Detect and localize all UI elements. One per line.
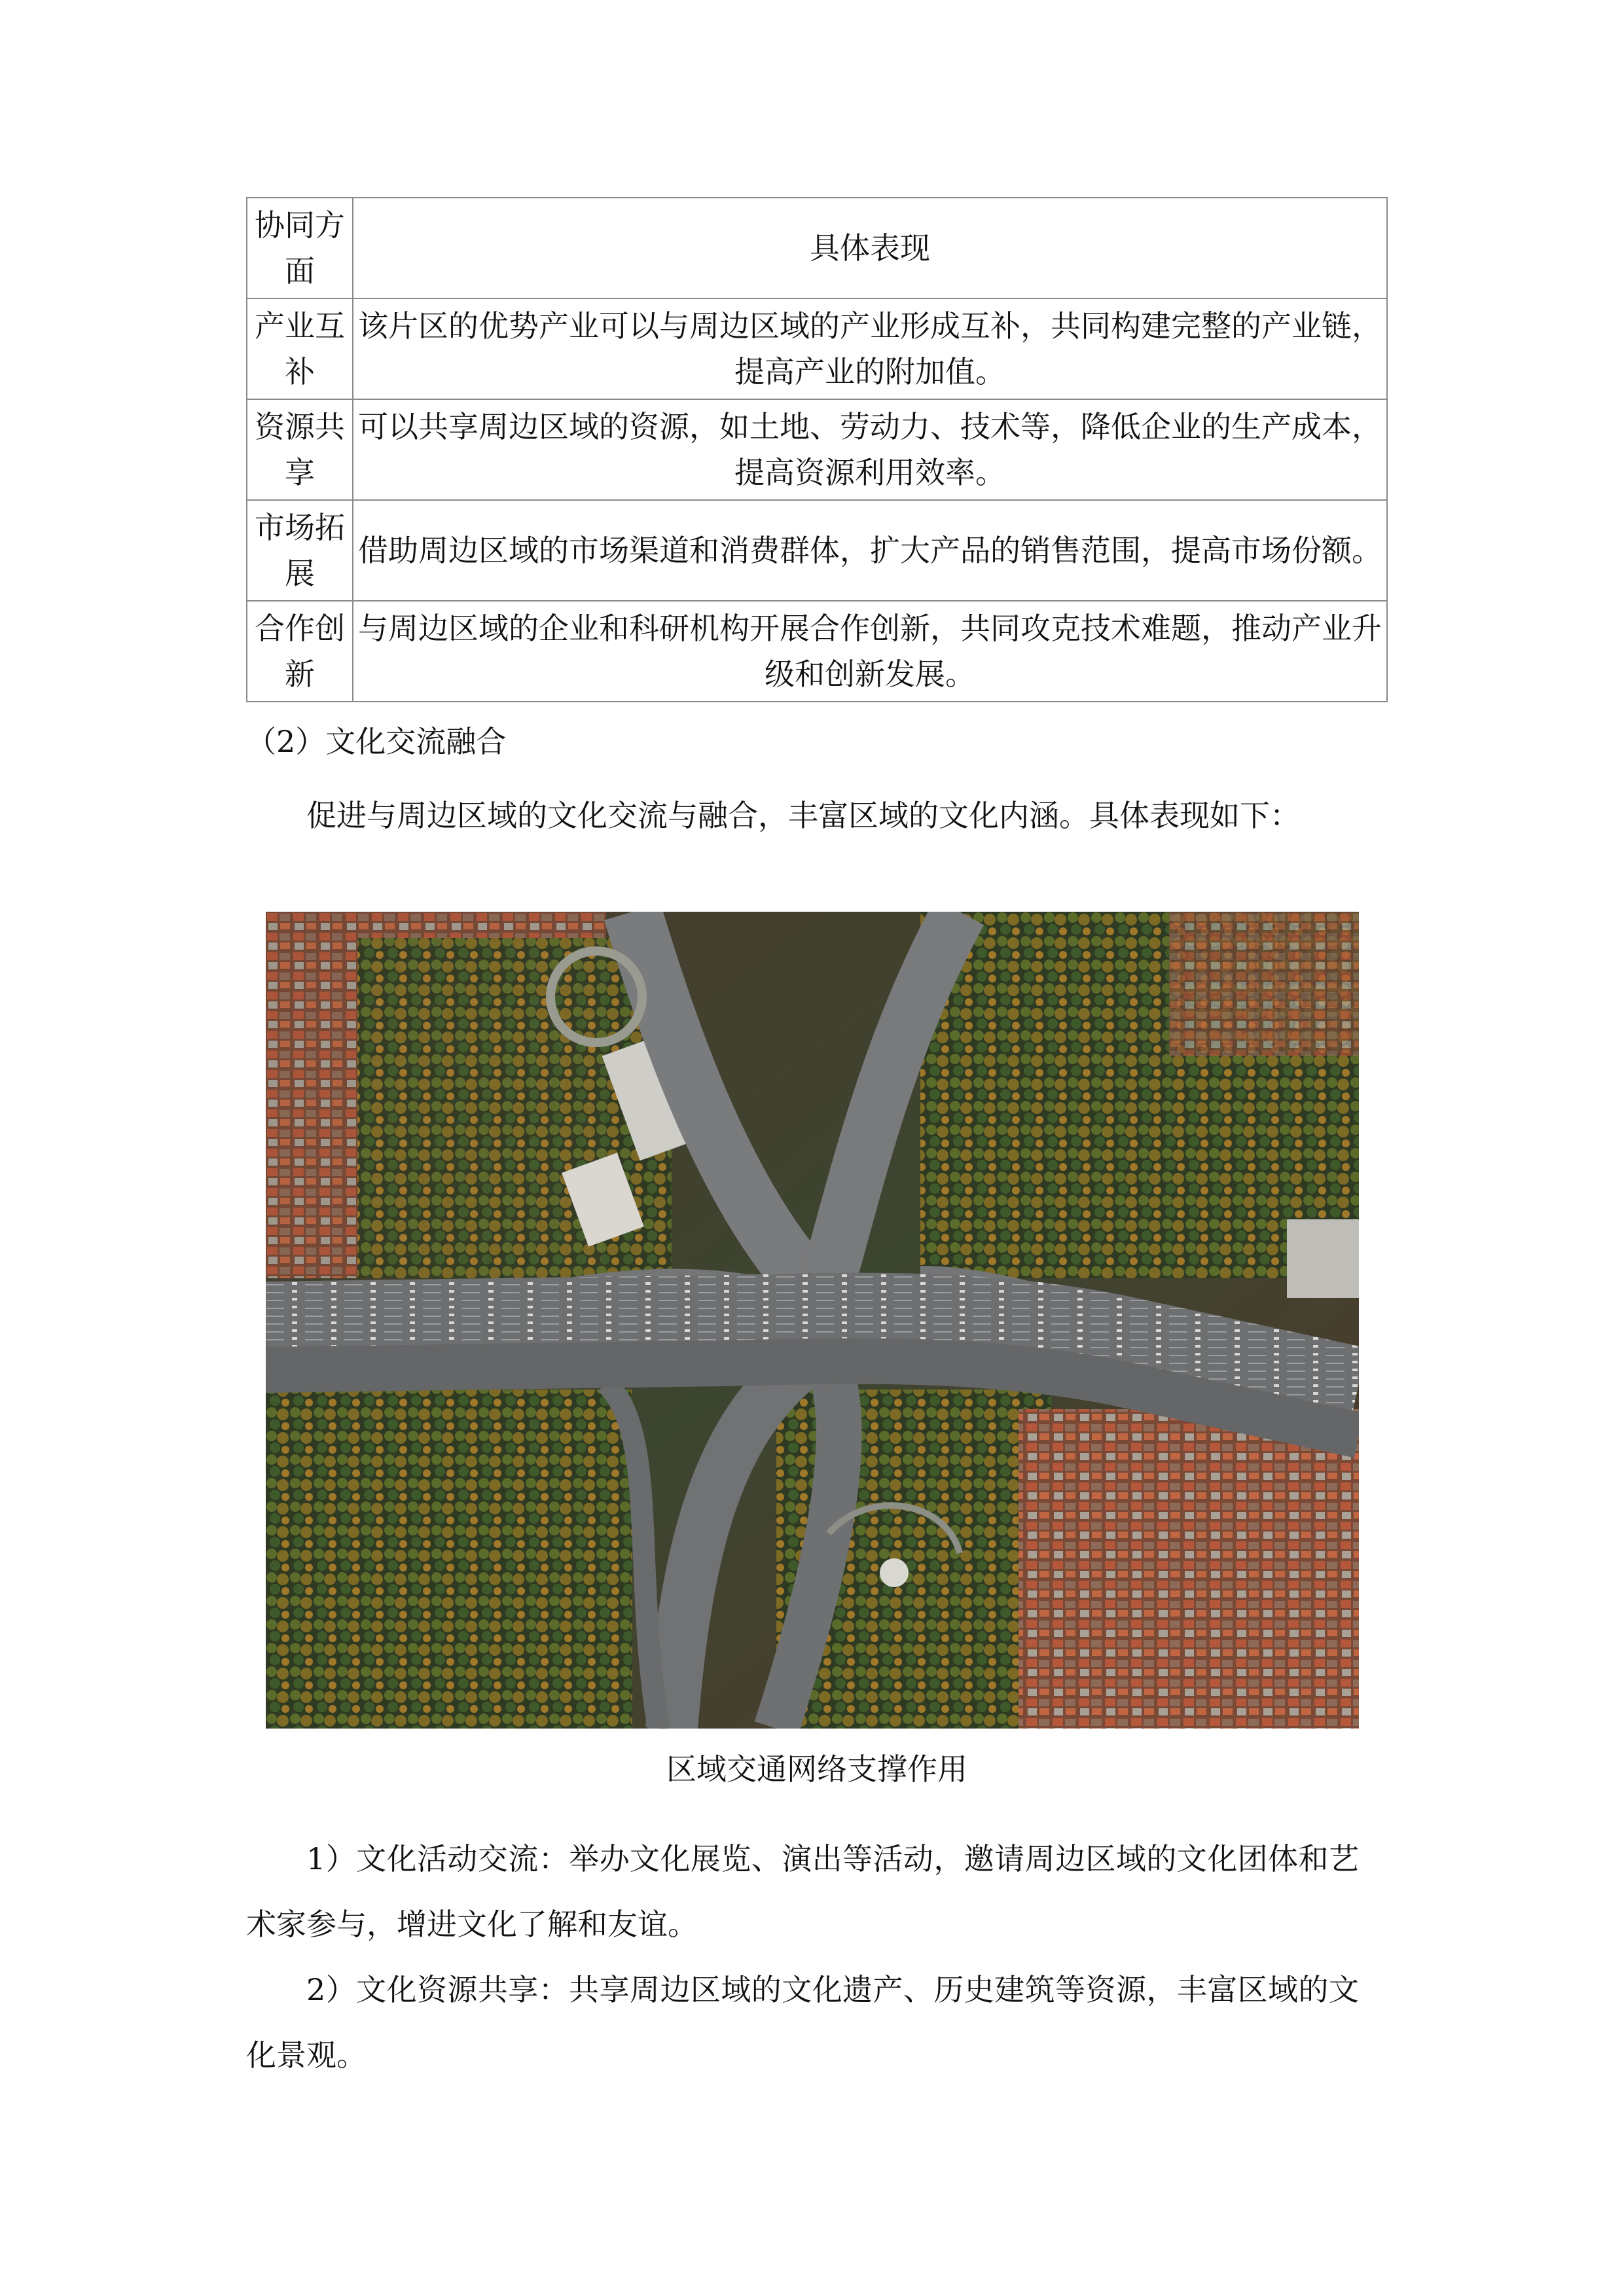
header-aspect: 协同方面 (247, 198, 353, 298)
row-detail: 借助周边区域的市场渠道和消费群体，扩大产品的销售范围，提高市场份额。 (353, 500, 1387, 601)
synergy-table (246, 197, 1388, 702)
row-detail: 该片区的优势产业可以与周边区域的产业形成互补，共同构建完整的产业链，提高产业的附加值。 (353, 298, 1387, 399)
section-heading: （2）文化交流融合 (246, 724, 507, 759)
table-header-row (247, 198, 1387, 298)
table-row (247, 399, 1387, 500)
table-row (247, 601, 1387, 702)
aerial-interchange-photo (266, 912, 1359, 1729)
intro-paragraph: 促进与周边区域的文化交流与融合，丰富区域的文化内涵。具体表现如下： (306, 798, 1300, 833)
figure-caption: 区域交通网络支撑作用 (666, 1751, 967, 1787)
list-item: 1）文化活动交流：举办文化展览、演出等活动，邀请周边区域的文化团体和艺术家参与，增进文化了解和友谊。 (246, 1841, 1359, 1942)
row-detail: 可以共享周边区域的资源，如土地、劳动力、技术等，降低企业的生产成本，提高资源利用效率。 (353, 399, 1387, 500)
row-aspect: 产业互补 (247, 298, 353, 399)
table-row (247, 500, 1387, 601)
row-aspect: 资源共享 (247, 399, 353, 500)
row-aspect: 市场拓展 (247, 500, 353, 601)
row-detail: 与周边区域的企业和科研机构开展合作创新，共同攻克技术难题，推动产业升级和创新发展。 (353, 601, 1387, 702)
row-aspect: 合作创新 (247, 601, 353, 702)
table-row (247, 298, 1387, 399)
header-detail: 具体表现 (353, 198, 1387, 298)
list-item: 2）文化资源共享：共享周边区域的文化遗产、历史建筑等资源，丰富区域的文化景观。 (246, 1972, 1359, 2073)
